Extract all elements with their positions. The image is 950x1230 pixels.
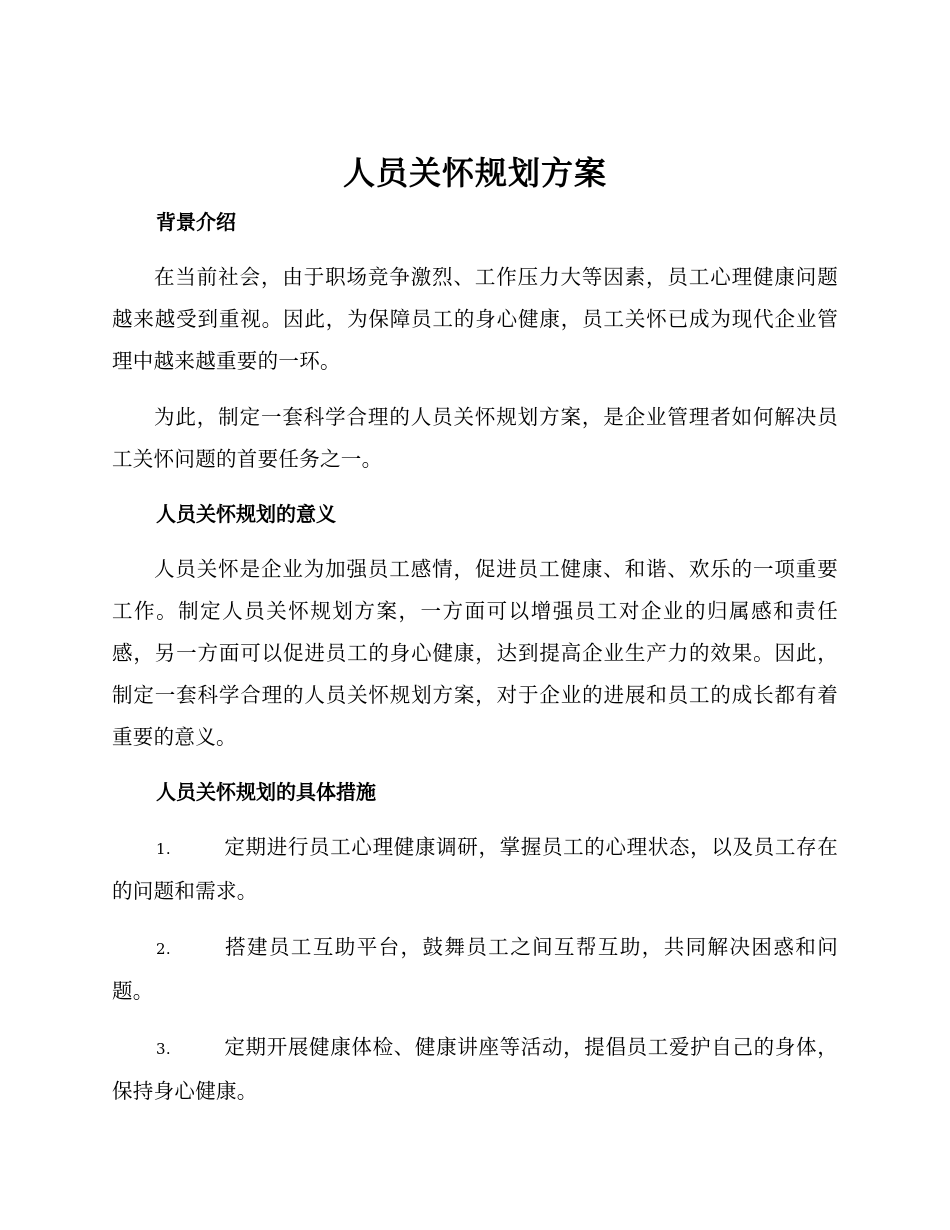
- section-heading-significance: 人员关怀规划的意义: [156, 502, 336, 526]
- paragraph: 在当前社会，由于职场竞争激烈、工作压力大等因素，员工心理健康问题越来越受到重视。因此，为保障员工的身心健康，员工关怀已成为现代企业管理中越来越重要的一环。: [112, 265, 838, 373]
- document-title: 人员关怀规划方案: [342, 154, 607, 192]
- list-item: [112, 926, 838, 1012]
- list-item-number: 1.: [156, 840, 171, 858]
- list-item-number: 3.: [156, 1040, 171, 1058]
- list-item-text: 搭建员工互助平台，鼓舞员工之间互帮互助，共同解决困惑和问题。: [112, 935, 838, 1003]
- list-item: [112, 1026, 838, 1112]
- paragraph: 为此，制定一套科学合理的人员关怀规划方案，是企业管理者如何解决员工关怀问题的首要任务之一。: [112, 405, 838, 471]
- list-item-text: 定期进行员工心理健康调研，掌握员工的心理状态，以及员工存在的问题和需求。: [112, 835, 838, 903]
- list-item: [112, 826, 838, 912]
- list-item-number: 2.: [156, 940, 171, 958]
- document-body: [112, 202, 838, 1126]
- list-item-text: 定期开展健康体检、健康讲座等活动，提倡员工爱护自己的身体，保持身心健康。: [112, 1035, 838, 1103]
- section-heading-background: 背景介绍: [156, 210, 236, 234]
- paragraph: 人员关怀是企业为加强员工感情，促进员工健康、和谐、欢乐的一项重要工作。制定人员关怀规划方案，一方面可以增强员工对企业的归属感和责任感，另一方面可以促进员工的身心健康，达到提高企业生产力的效果。因此，制定一套科学合理的人员关怀规划方案，对于企业的进展和员工的成长都有着重要的意义。: [112, 557, 838, 749]
- section-heading-measures: 人员关怀规划的具体措施: [156, 780, 376, 804]
